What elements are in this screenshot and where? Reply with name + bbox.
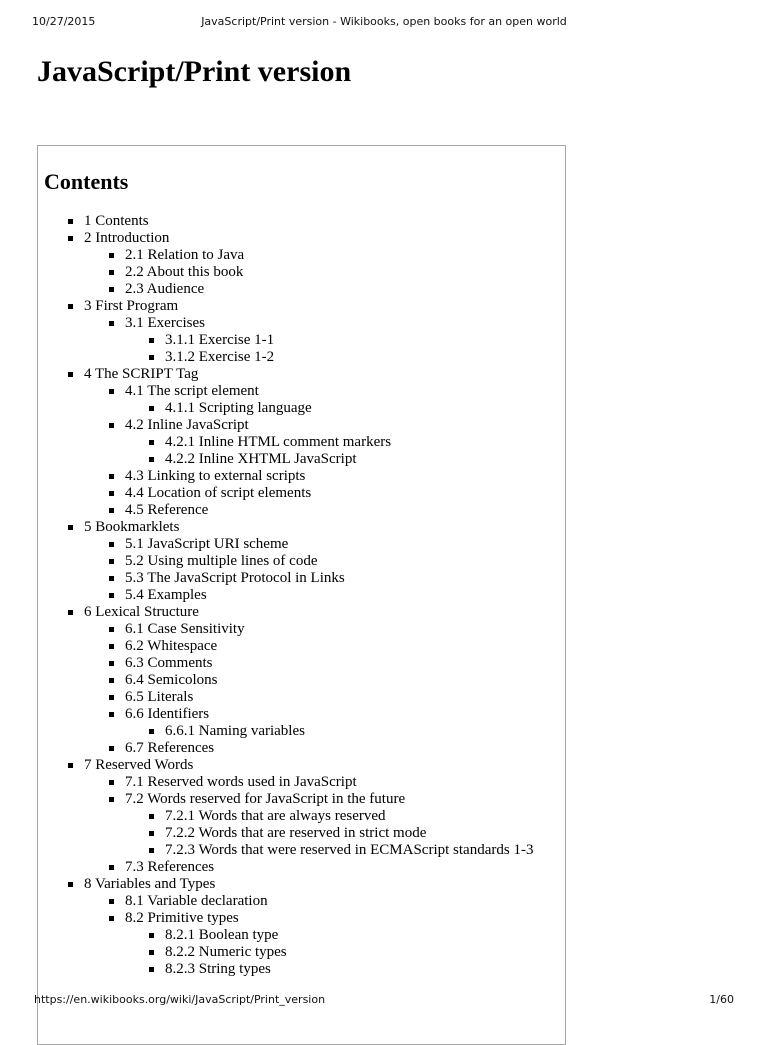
toc-item-link[interactable]: 3.1.1 Exercise 1-1 <box>165 332 275 348</box>
square-bullet-icon <box>149 814 154 819</box>
toc-item[interactable] <box>38 604 567 621</box>
toc-item[interactable] <box>38 400 567 417</box>
toc-item[interactable] <box>38 791 567 808</box>
toc-item-link[interactable]: 3 First Program <box>84 298 179 314</box>
toc-item[interactable] <box>38 519 567 536</box>
square-bullet-icon <box>109 678 114 683</box>
toc-item-link[interactable]: 6.6 Identifiers <box>125 706 210 722</box>
toc-item[interactable] <box>38 706 567 723</box>
square-bullet-icon <box>149 729 154 734</box>
toc-item[interactable] <box>38 570 567 587</box>
square-bullet-icon <box>68 882 73 887</box>
toc-item-link[interactable]: 8 Variables and Types <box>84 876 216 892</box>
toc-item[interactable] <box>38 587 567 604</box>
toc-item[interactable] <box>38 910 567 927</box>
toc-item[interactable] <box>38 213 567 230</box>
toc-item[interactable] <box>38 893 567 910</box>
toc-item-link[interactable]: 8.2.1 Boolean type <box>165 927 279 943</box>
toc-item-link[interactable]: 2.2 About this book <box>125 264 244 280</box>
square-bullet-icon <box>149 440 154 445</box>
toc-item-link[interactable]: 4.1.1 Scripting language <box>165 400 312 416</box>
square-bullet-icon <box>109 899 114 904</box>
toc-item-link[interactable]: 6.7 References <box>125 740 215 756</box>
square-bullet-icon <box>109 746 114 751</box>
toc-list <box>38 213 567 978</box>
square-bullet-icon <box>68 763 73 768</box>
toc-item[interactable] <box>38 944 567 961</box>
square-bullet-icon <box>109 797 114 802</box>
square-bullet-icon <box>109 491 114 496</box>
toc-item-link[interactable]: 4.5 Reference <box>125 502 209 518</box>
square-bullet-icon <box>109 644 114 649</box>
toc-item-link[interactable]: 4.2 Inline JavaScript <box>125 417 249 433</box>
toc-item-link[interactable]: 7.3 References <box>125 859 215 875</box>
toc-item[interactable] <box>38 672 567 689</box>
square-bullet-icon <box>149 848 154 853</box>
square-bullet-icon <box>149 950 154 955</box>
square-bullet-icon <box>149 831 154 836</box>
square-bullet-icon <box>149 933 154 938</box>
square-bullet-icon <box>109 559 114 564</box>
toc-item[interactable] <box>38 774 567 791</box>
square-bullet-icon <box>109 661 114 666</box>
toc-item[interactable] <box>38 825 567 842</box>
toc-item[interactable] <box>38 383 567 400</box>
toc-item-link[interactable]: 6.4 Semicolons <box>125 672 218 688</box>
toc-item[interactable] <box>38 417 567 434</box>
square-bullet-icon <box>109 253 114 258</box>
square-bullet-icon <box>109 474 114 479</box>
square-bullet-icon <box>109 508 114 513</box>
toc-item-link[interactable]: 7 Reserved Words <box>84 757 194 773</box>
square-bullet-icon <box>109 712 114 717</box>
toc-item-link[interactable]: 5.4 Examples <box>125 587 207 603</box>
toc-item[interactable] <box>38 264 567 281</box>
toc-item-link[interactable]: 5.3 The JavaScript Protocol in Links <box>125 570 345 586</box>
toc-item-link[interactable]: 7.2.2 Words that are reserved in strict mode <box>165 825 427 841</box>
toc-item-link[interactable]: 6.1 Case Sensitivity <box>125 621 245 637</box>
square-bullet-icon <box>109 780 114 785</box>
toc-item-link[interactable]: 4 The SCRIPT Tag <box>84 366 199 382</box>
square-bullet-icon <box>68 219 73 224</box>
square-bullet-icon <box>109 270 114 275</box>
toc-item[interactable] <box>38 961 567 978</box>
square-bullet-icon <box>109 916 114 921</box>
toc-item[interactable] <box>38 740 567 757</box>
page-title: JavaScript/Print version <box>37 55 352 88</box>
square-bullet-icon <box>149 355 154 360</box>
toc-item[interactable] <box>38 757 567 774</box>
square-bullet-icon <box>109 695 114 700</box>
toc-item[interactable] <box>38 808 567 825</box>
toc-item[interactable] <box>38 638 567 655</box>
toc-item-link[interactable]: 4.3 Linking to external scripts <box>125 468 306 484</box>
square-bullet-icon <box>149 457 154 462</box>
toc-item-link[interactable]: 2 Introduction <box>84 230 170 246</box>
toc-item-link[interactable]: 6.3 Comments <box>125 655 213 671</box>
square-bullet-icon <box>149 406 154 411</box>
toc-item-link[interactable]: 3.1 Exercises <box>125 315 205 331</box>
toc-item[interactable] <box>38 281 567 298</box>
square-bullet-icon <box>109 542 114 547</box>
toc-item-link[interactable]: 6.5 Literals <box>125 689 194 705</box>
toc-item[interactable] <box>38 876 567 893</box>
square-bullet-icon <box>109 576 114 581</box>
square-bullet-icon <box>109 389 114 394</box>
print-footer-url: https://en.wikibooks.org/wiki/JavaScript/Print_version <box>34 993 326 1006</box>
toc-item-link[interactable]: 8.2.3 String types <box>165 961 271 977</box>
toc-item[interactable] <box>38 434 567 451</box>
toc-item-link[interactable]: 6 Lexical Structure <box>84 604 199 620</box>
toc-item[interactable] <box>38 859 567 876</box>
toc-item-link[interactable]: 4.2.2 Inline XHTML JavaScript <box>165 451 357 467</box>
toc-item-link[interactable]: 7.2.1 Words that are always reserved <box>165 808 386 824</box>
square-bullet-icon <box>68 236 73 241</box>
square-bullet-icon <box>68 372 73 377</box>
toc-item-link[interactable]: 6.6.1 Naming variables <box>165 723 305 739</box>
square-bullet-icon <box>68 525 73 530</box>
toc-item-link[interactable]: 5.2 Using multiple lines of code <box>125 553 318 569</box>
toc-item[interactable] <box>38 315 567 332</box>
square-bullet-icon <box>109 321 114 326</box>
toc-item-link[interactable]: 3.1.2 Exercise 1-2 <box>165 349 275 365</box>
table-of-contents <box>37 145 566 1045</box>
toc-item-link[interactable]: 8.1 Variable declaration <box>125 893 268 909</box>
square-bullet-icon <box>109 593 114 598</box>
square-bullet-icon <box>149 338 154 343</box>
toc-item-link[interactable]: 7.1 Reserved words used in JavaScript <box>125 774 357 790</box>
square-bullet-icon <box>109 287 114 292</box>
toc-item-link[interactable]: 5 Bookmarklets <box>84 519 180 535</box>
square-bullet-icon <box>109 627 114 632</box>
square-bullet-icon <box>68 610 73 615</box>
toc-item[interactable] <box>38 689 567 706</box>
toc-item-link[interactable]: 2.1 Relation to Java <box>125 247 245 263</box>
toc-item[interactable] <box>38 842 567 859</box>
toc-item-link[interactable]: 7.2 Words reserved for JavaScript in the future <box>125 791 406 807</box>
toc-item-link[interactable]: 8.2 Primitive types <box>125 910 239 926</box>
toc-item[interactable] <box>38 366 567 383</box>
square-bullet-icon <box>109 423 114 428</box>
toc-item[interactable] <box>38 349 567 366</box>
toc-item[interactable] <box>38 230 567 247</box>
toc-item-link[interactable]: 4.4 Location of script elements <box>125 485 312 501</box>
square-bullet-icon <box>68 304 73 309</box>
toc-item[interactable] <box>38 927 567 944</box>
toc-item[interactable] <box>38 655 567 672</box>
toc-item[interactable] <box>38 723 567 740</box>
toc-item-link[interactable]: 6.2 Whitespace <box>125 638 218 654</box>
print-header-title: JavaScript/Print version - Wikibooks, open books for an open world <box>201 15 567 28</box>
toc-item-link[interactable]: 4.1 The script element <box>125 383 259 399</box>
toc-item[interactable] <box>38 536 567 553</box>
square-bullet-icon <box>149 967 154 972</box>
toc-item-link[interactable]: 4.2.1 Inline HTML comment markers <box>165 434 392 450</box>
page-number: 1/60 <box>709 993 734 1006</box>
toc-item[interactable] <box>38 553 567 570</box>
toc-item[interactable] <box>38 451 567 468</box>
toc-item[interactable] <box>38 502 567 519</box>
toc-item[interactable] <box>38 621 567 638</box>
toc-heading: Contents <box>44 169 129 194</box>
toc-item-link[interactable]: 2.3 Audience <box>125 281 205 297</box>
toc-item[interactable] <box>38 468 567 485</box>
toc-item-link[interactable]: 8.2.2 Numeric types <box>165 944 287 960</box>
print-header-date: 10/27/2015 <box>32 15 96 28</box>
toc-item-link[interactable]: 7.2.3 Words that were reserved in ECMAScript standards 1-3 <box>165 842 534 858</box>
toc-item-link[interactable]: 1 Contents <box>84 213 149 229</box>
toc-item[interactable] <box>38 247 567 264</box>
toc-item[interactable] <box>38 298 567 315</box>
toc-item[interactable] <box>38 332 567 349</box>
toc-item-link[interactable]: 5.1 JavaScript URI scheme <box>125 536 289 552</box>
toc-item[interactable] <box>38 485 567 502</box>
square-bullet-icon <box>109 865 114 870</box>
